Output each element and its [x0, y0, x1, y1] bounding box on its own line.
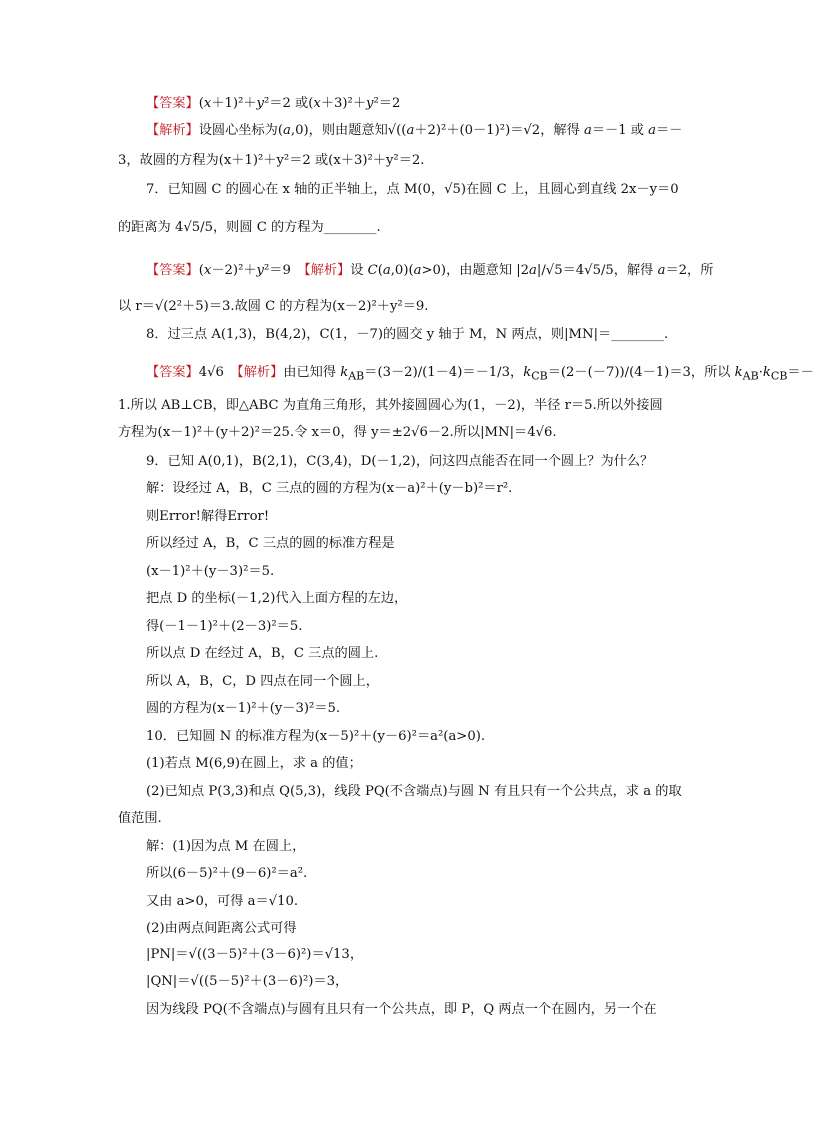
answer-tag: 【答案】: [146, 263, 199, 278]
answer-tag: 【答案】: [146, 96, 199, 111]
solution-9-line1: 解：设经过 A，B，C 三点的圆的方程为(x－a)²＋(y－b)²＝r².: [146, 481, 513, 496]
analysis-7-line2: 以 r＝√(2²＋5)＝3.故圆 C 的方程为(x－2)²＋y²＝9.: [118, 299, 429, 314]
solution-9-line9: 圆的方程为(x－1)²＋(y－3)²＝5.: [146, 701, 341, 716]
solution-10-line1: 解：(1)因为点 M 在圆上，: [146, 839, 306, 854]
problem-10-part2-line2: 值范围.: [118, 811, 162, 826]
answer-8: 【答案】4√6 【解析】由已知得 $k_{AB}=(3-2)/(1-4)=-1/3$，$k_{CB}=(2-(-7))/(4-1)=3$，所以 $k_{AB}\cdot k_{CB}=-$: [146, 365, 814, 383]
problem-10-part1: (1)若点 M(6,9)在圆上，求 a 的值；: [146, 756, 362, 771]
solution-9-line7: 所以点 D 在经过 A，B，C 三点的圆上.: [146, 646, 379, 661]
solution-9-line4: (x－1)²＋(y－3)²＝5.: [146, 564, 275, 579]
solution-10-line7: 因为线段 PQ(不含端点)与圆有且只有一个公共点，即 P，Q 两点一个在圆内，另一个在: [146, 1002, 657, 1017]
answer-7: 【答案】(x－2)²＋y²＝9 【解析】设 C(a,0)(a>0)，由题意知 |2a|/√5＝4√5/5，解得 a＝2，所: [146, 263, 714, 278]
analysis-8-line3: 方程为(x－1)²＋(y＋2)²＝25.令 x＝0，得 y＝±2√6－2.所以|MN|＝4√6.: [118, 425, 557, 440]
analysis-8-line2: 1.所以 AB⊥CB，即△ABC 为直角三角形，其外接圆圆心为(1，－2)，半径 r＝5.所以外接圆: [118, 398, 663, 413]
problem-7-line1: 7．已知圆 C 的圆心在 x 轴的正半轴上，点 M(0，√5)在圆 C 上，且圆心到直线 2x－y＝0: [146, 182, 679, 197]
answer-tag: 【答案】: [146, 365, 199, 380]
answer-6: 【答案】(x＋1)²＋y²＝2 或(x＋3)²＋y²＝2: [146, 96, 401, 111]
solution-9-line6: 得(－1－1)²＋(2－3)²＝5.: [146, 619, 303, 634]
analysis-tag: 【解析】: [304, 263, 351, 278]
problem-7-line2: 的距离为 4√5/5，则圆 C 的方程为________.: [118, 220, 381, 235]
solution-9-line3: 所以经过 A，B，C 三点的圆的标准方程是: [146, 536, 395, 551]
solution-10-line5: |PN|＝√((3－5)²＋(3－6)²)＝√13，: [146, 947, 364, 962]
analysis-tag: 【解析】: [146, 123, 199, 138]
solution-10-line3: 又由 a>0，可得 a＝√10.: [146, 894, 299, 909]
problem-8: 8．过三点 A(1,3)，B(4,2)，C(1，－7)的圆交 y 轴于 M，N 两点，则|MN|＝________.: [146, 327, 669, 342]
solution-9-line8: 所以 A，B，C，D 四点在同一个圆上，: [146, 674, 379, 689]
problem-10: 10．已知圆 N 的标准方程为(x－5)²＋(y－6)²＝a²(a>0).: [146, 729, 486, 744]
solution-10-line4: (2)由两点间距离公式可得: [146, 921, 297, 936]
solution-10-line2: 所以(6－5)²＋(9－6)²＝a².: [146, 866, 308, 881]
analysis-6-line1: 【解析】设圆心坐标为(a,0)，则由题意知√((a＋2)²＋(0－1)²)＝√2，解得 a＝－1 或 a＝－: [146, 123, 683, 138]
solution-9-line2: 则Error!解得Error!: [146, 509, 270, 524]
problem-9: 9．已知 A(0,1)，B(2,1)，C(3,4)，D(－1,2)，问这四点能否在同一个圆上？为什么？: [146, 454, 654, 469]
analysis-6-line2: 3，故圆的方程为(x＋1)²＋y²＝2 或(x＋3)²＋y²＝2.: [118, 153, 425, 168]
analysis-tag: 【解析】: [237, 365, 284, 380]
solution-9-line5: 把点 D 的坐标(－1,2)代入上面方程的左边，: [146, 591, 408, 606]
solution-10-line6: |QN|＝√((5－5)²＋(3－6)²)＝3，: [146, 974, 349, 989]
problem-10-part2-line1: (2)已知点 P(3,3)和点 Q(5,3)，线段 PQ(不含端点)与圆 N 有且只有一个公共点，求 a 的取: [146, 784, 682, 799]
